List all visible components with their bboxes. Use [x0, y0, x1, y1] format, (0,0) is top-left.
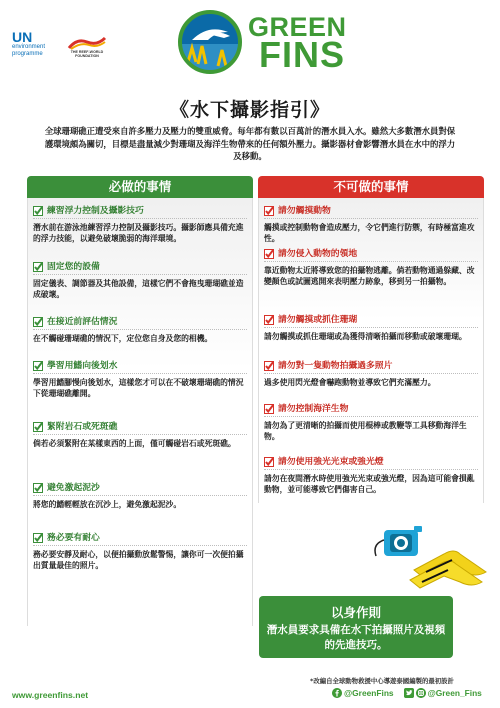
page-title: 《水下攝影指引》 [169, 99, 330, 121]
do-item-title: 在接近前評估情況 [47, 317, 118, 327]
do-item-text: 學習用鰭腳慢向後划水，這樣您才可以在不破壞珊瑚礁的情況下從珊瑚礁離開。 [33, 378, 244, 398]
yellow-fins-icon [410, 551, 486, 588]
do-column [27, 176, 253, 626]
do-item-text: 將您的鰭輕輕放在沉沙上，避免激起泥沙。 [33, 500, 182, 509]
red-check-icon [264, 457, 274, 467]
green-check-icon [33, 206, 43, 216]
do-item-title: 務必要有耐心 [47, 533, 100, 543]
dont-item-title-row [264, 403, 478, 417]
dont-item-title: 請勿觸摸或抓住珊瑚 [278, 315, 358, 325]
website-link[interactable]: www.greenfins.net [12, 690, 89, 700]
do-item [33, 421, 247, 449]
dont-item-title: 請勿侵入動物的領地 [278, 249, 358, 259]
do-item-title-row [33, 482, 247, 496]
underwater-camera-icon [375, 526, 422, 556]
do-item-text: 倘若必須緊附在某樣東西的上面，僅可觸碰岩石或死斑礁。 [33, 439, 236, 448]
unep-logo-line2: programme [12, 51, 43, 57]
red-check-icon [264, 361, 274, 371]
do-item [33, 205, 247, 244]
dont-item-title-row [264, 456, 478, 470]
green-fins-logo [178, 6, 478, 82]
do-item-title-row [33, 316, 247, 330]
do-item-title: 練習浮力控制及攝影技巧 [47, 206, 144, 216]
green-check-icon [33, 422, 43, 432]
reef-world-logo [62, 36, 112, 58]
red-check-icon [264, 315, 274, 325]
facebook-icon[interactable] [332, 688, 342, 698]
instagram-icon[interactable] [416, 688, 426, 698]
green-check-icon [33, 262, 43, 272]
intro-paragraph: 全球珊瑚礁正遭受來自許多壓力及壓力的雙重威脅。每年都有數以百萬計的潛水員入水。雖然大多數潛水員對保護環境頗為關切，目標是盡量減少對珊瑚及海洋生物帶來的任何額外壓力。攝影器材會影響潛水員在水中的浮力及移動。 [44, 126, 456, 161]
lead-by-example-title: 以身作則 [330, 605, 381, 620]
dont-item-text: 請勿為了更清晰的拍攝而使用棍棒或教鞭等工具移動海洋生物。 [264, 421, 467, 441]
dont-item-title-row [264, 205, 478, 219]
twitter-instagram-handle[interactable]: @Green_Fins [427, 688, 482, 698]
dont-item-text: 請勿在夜間潛水時使用強光光束或強光燈，因為這可能會損亂動物，並可能導致它們傷害自己。 [264, 474, 475, 494]
do-item [33, 532, 247, 571]
unep-logo [12, 30, 62, 58]
do-item-title: 固定您的設備 [47, 262, 100, 272]
do-item-title: 緊附岩石或死斑礁 [47, 422, 118, 432]
dont-item-title-row [264, 360, 478, 374]
dont-item [264, 456, 478, 495]
red-check-icon [264, 206, 274, 216]
reef-world-line2: FOUNDATION [75, 54, 99, 58]
dont-column-body [258, 198, 484, 503]
dont-item-text: 請勿觸摸或抓住珊瑚或為獲得清晰拍攝而移動或破壞珊瑚。 [264, 332, 467, 341]
do-column-body [27, 198, 253, 626]
social-handles [332, 688, 482, 698]
footnote: *改編自全球動物救援中心導遊泰國編製的最初設計 [310, 677, 454, 685]
dont-item-title: 請勿使用強光光束或強光燈 [278, 457, 384, 467]
red-check-icon [264, 404, 274, 414]
green-check-icon [33, 533, 43, 543]
dont-item-text: 觸摸或控制動物會造成壓力，令它們進行防禦，有時極富進攻性。 [264, 223, 475, 243]
green-fins-word-green: GREEN [248, 12, 347, 42]
lead-by-example-box [259, 596, 453, 658]
dont-item [264, 403, 478, 442]
do-item-text: 務必要安靜及耐心，以便拍攝動放鬆警惕，讓你可一次便拍攝出質量最佳的照片。 [33, 550, 244, 570]
dont-item [264, 205, 478, 244]
do-heading: 必做的事情 [27, 176, 253, 198]
camera-and-fins-illustration [364, 520, 494, 590]
dont-item [264, 360, 478, 388]
dont-item-text: 靠近動物太近將導致您的拍攝物逃離。倘若動物通過躲藏、改變顏色或試圖逃開來表明壓力跡象，移到另一拍攝物。 [264, 266, 475, 286]
green-check-icon [33, 483, 43, 493]
dont-item-text: 過多使用閃光燈會嚇跑動物並導致它們充滿壓力。 [264, 378, 436, 387]
dont-item-title-row [264, 248, 478, 262]
green-fins-word-fins: FINS [259, 34, 346, 75]
do-item-title-row [33, 421, 247, 435]
dont-item-title: 請勿對一隻動物拍攝過多照片 [278, 361, 393, 371]
dont-item-title: 請勿觸摸動物 [278, 206, 331, 216]
dont-item [264, 314, 478, 342]
dont-item [264, 248, 478, 287]
do-item [33, 360, 247, 399]
facebook-handle[interactable]: @GreenFins [344, 688, 394, 698]
reef-world-line1: THE REEF-WORLD [70, 50, 104, 54]
do-item-title: 學習用鰭向後划水 [47, 361, 118, 371]
do-item-title-row [33, 360, 247, 374]
do-item-text: 固定儀表、調節器及其他設備，這樣它們不會拖曳珊瑚礁並造成破壞。 [33, 279, 244, 299]
lead-by-example-text: 潛水員要求具備在水下拍攝照片及視頻的先進技巧。 [266, 624, 446, 651]
green-check-icon [33, 317, 43, 327]
do-item [33, 316, 247, 344]
dont-heading: 不可做的事情 [258, 176, 484, 198]
do-item-title-row [33, 261, 247, 275]
reef-world-emblem-icon [67, 36, 107, 50]
twitter-icon[interactable] [404, 688, 414, 698]
do-item [33, 261, 247, 300]
green-check-icon [33, 361, 43, 371]
dont-column [258, 176, 484, 503]
dont-item-title-row [264, 314, 478, 328]
do-item [33, 482, 247, 510]
do-item-text: 在不觸碰珊瑚礁的情況下，定位您自身及您的相機。 [33, 334, 213, 343]
header [0, 0, 500, 90]
do-item-title-row [33, 205, 247, 219]
red-check-icon [264, 249, 274, 259]
unep-logo-line1: environment [12, 44, 46, 50]
unep-logo-mark: UN [12, 29, 33, 45]
do-item-title-row [33, 532, 247, 546]
do-item-text: 潛水前在游泳池練習浮力控制及攝影技巧。攝影師應具備充進的浮力技能，以避免破壞脆弱的海洋環境。 [33, 223, 244, 243]
dont-item-title: 請勿控制海洋生物 [278, 404, 349, 414]
do-item-title: 避免激起泥沙 [47, 483, 100, 493]
green-fins-emblem-icon [178, 10, 242, 78]
